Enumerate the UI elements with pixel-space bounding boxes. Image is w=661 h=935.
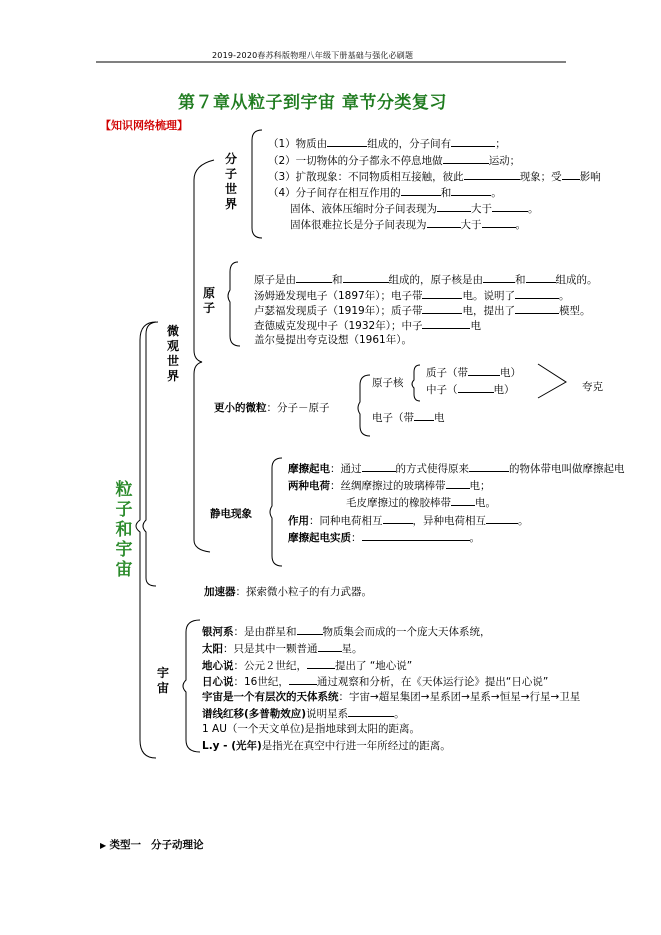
page-title: 第７章从粒子到宇宙 章节分类复习 <box>178 93 447 113</box>
accelerator-line: 加速器：探索微小粒子的有力武器。 <box>204 586 372 598</box>
section-label: 【知识网络梳理】 <box>100 119 188 132</box>
universe-line-6: 谱线红移(多普勒效应)说明星系 。 <box>202 708 405 720</box>
root-label: 粒子和宇宙 <box>115 480 133 580</box>
static-line-5: 摩擦起电实质： 。 <box>288 532 480 544</box>
nucleus-label: 原子核 <box>372 377 404 389</box>
micro-world-label: 微观世界 <box>166 324 179 383</box>
universe-label: 宇宙 <box>156 666 169 695</box>
molecule-world-label: 分子世界 <box>224 152 237 211</box>
molecule-line-3: （3）扩散现象：不同物质相互接触，彼此 现象；受 影响 <box>268 171 601 183</box>
static-line-1: 摩擦起电：通过 的方式使得原来 的物体带电叫做摩擦起电 <box>288 463 625 475</box>
universe-line-2: 太阳：只是其中一颗普通 星。 <box>202 643 363 655</box>
page-header: 2019-2020春苏科版物理八年级下册基础与强化必刷题 <box>212 51 414 60</box>
atom-line-2: 汤姆逊发现电子（1897年）；电子带 电。说明了 。 <box>254 290 570 302</box>
universe-line-7: 1 AU（一个天文单位)是指地球到太阳的距离。 <box>202 723 420 735</box>
molecule-line-4: （4）分子间存在相互作用的 和 。 <box>268 187 502 199</box>
proton-line: 质子（带 电） <box>426 367 521 379</box>
molecule-line-5: 固体、液体压缩时分子间表现为 大于 。 <box>290 203 539 215</box>
static-line-2: 两种电荷：丝绸摩擦过的玻璃棒带 电； <box>288 480 491 492</box>
universe-line-4: 日心说：16世纪， 通过观察和分析，在《天体运行论》提出“日心说” <box>202 676 549 688</box>
molecule-line-6: 固体很难拉长是分子间表现为 大于 。 <box>290 219 526 231</box>
electron-line: 电子（带 电 <box>372 412 445 424</box>
neutron-line: 中子（ 电） <box>426 384 515 396</box>
universe-line-5: 宇宙是一个有层次的天体系统：宇宙→超星集团→星系团→星系→恒星→行星→卫星 <box>202 691 581 703</box>
smaller-particles: 更小的微粒：分子－原子 <box>214 402 330 414</box>
universe-line-8: L.y - (光年)是指光在真空中行进一年所经过的距离。 <box>202 740 451 752</box>
atom-label: 原子 <box>202 286 215 315</box>
molecule-line-1: （1）物质由 组成的，分子间有 ； <box>268 138 506 150</box>
universe-line-3: 地心说：公元２世纪， 提出了 “地心说” <box>202 660 413 672</box>
atom-line-4: 查德威克发现中子（1932年）；中子 电 <box>254 320 481 332</box>
footer-type-heading: ▶ 类型一 分子动理论 <box>100 839 204 851</box>
static-line-3: 毛皮摩擦过的橡胶棒带 电。 <box>346 497 496 509</box>
atom-line-1: 原子是由 和 组成的，原子核是由 和 组成的。 <box>254 274 598 286</box>
quark-label: 夸克 <box>582 381 603 393</box>
static-label: 静电现象 <box>210 508 252 520</box>
static-line-4: 作用：同种电荷相互 ，异种电荷相互 。 <box>288 515 529 527</box>
universe-line-1: 银河系：是由群星和 物质集会而成的一个庞大天体系统， <box>202 626 491 638</box>
atom-line-5: 盖尔曼提出夸克设想（1961年）。 <box>254 334 412 346</box>
molecule-line-2: （2）一切物体的分子都永不停息地做 运动； <box>268 155 521 167</box>
atom-line-3: 卢瑟福发现质子（1919年）；质子带 电，提出了 模型。 <box>254 305 591 317</box>
